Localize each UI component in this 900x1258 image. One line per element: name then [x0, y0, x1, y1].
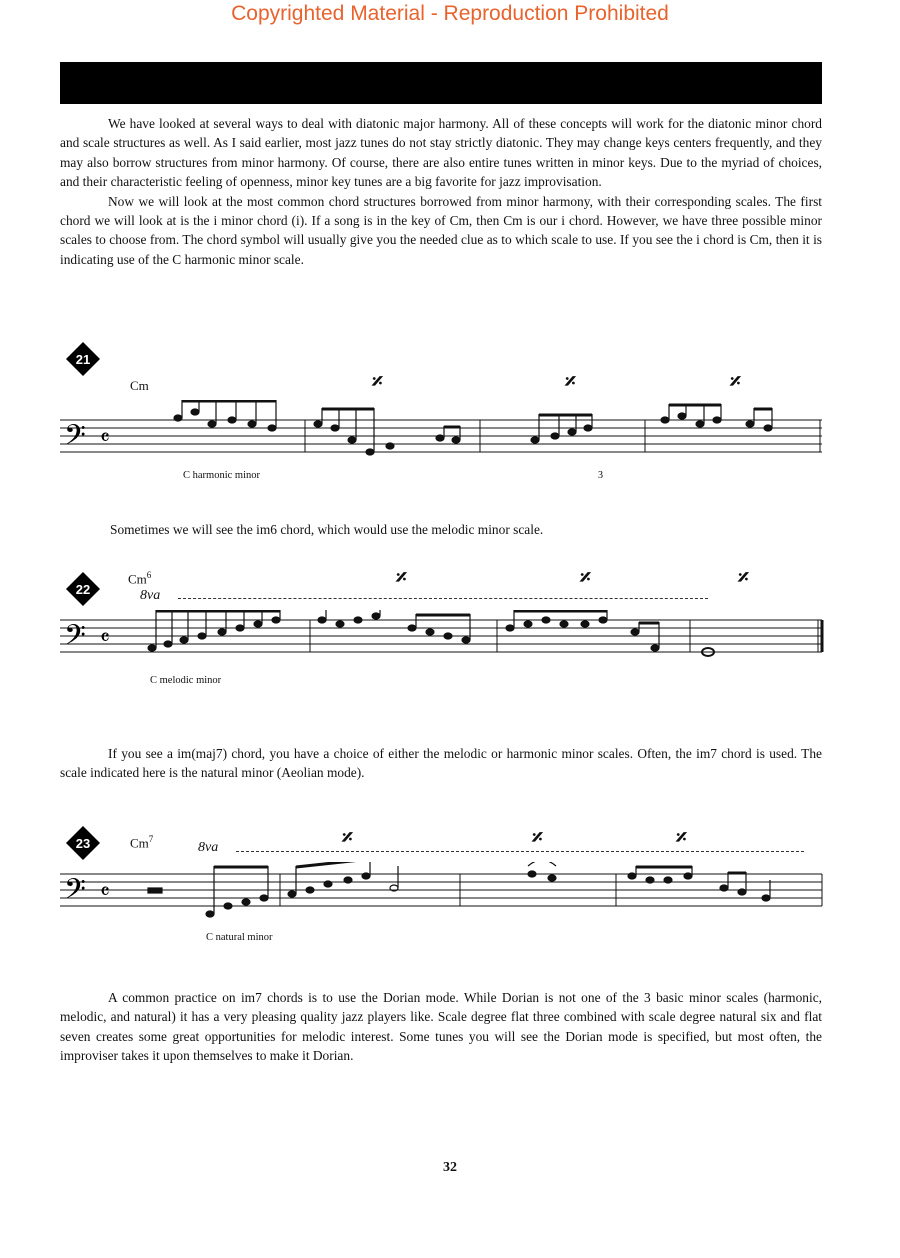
example-21-staff: [60, 400, 830, 490]
example-22-number: 22: [75, 582, 91, 597]
example-23-ottava-line: [236, 851, 804, 852]
bass-clef-icon: 𝄢: [64, 419, 86, 459]
example-21-repeat-1: 𝄎: [372, 370, 383, 395]
example-21-repeat-2: 𝄎: [565, 370, 576, 395]
example-22-staff: [60, 610, 830, 680]
example-23-chord: Cm$^7$: [130, 834, 154, 851]
example-21-triplet: 3: [598, 470, 603, 481]
example-23-repeat-1: 𝄎: [342, 826, 353, 851]
common-time-icon: 𝄴: [100, 880, 110, 905]
example-21-number: 21: [75, 352, 91, 367]
bass-clef-icon: 𝄢: [64, 619, 86, 659]
page-number: 32: [443, 1160, 457, 1175]
common-time-icon: 𝄴: [100, 426, 110, 451]
example-21-repeat-3: 𝄎: [730, 370, 741, 395]
example-21-badge: [66, 342, 100, 376]
example-22-repeat-3: 𝄎: [738, 566, 749, 591]
im7-caption-paragraph: If you see a im(maj7) chord, you have a choice of either the melodic or harmonic minor scales. Often, the im7 chord is used. The scale indicated here is the natural minor (Aeolian mode).: [60, 746, 822, 781]
example-22-chord: Cm$^6$: [128, 570, 152, 587]
intro-paragraphs: [60, 114, 822, 269]
example-23-ottava: 8va: [198, 840, 219, 855]
example-23-number: 23: [75, 836, 91, 851]
section-title-bar: [60, 62, 822, 104]
im7-caption: [60, 744, 822, 783]
example-23-badge: [66, 826, 100, 860]
dorian-paragraph-text: A common practice on im7 chords is to use the Dorian mode. While Dorian is not one of the 3 basic minor scales (harmonic, melodic, and natural) it has a very pleasing quality jazz players like. Scale degree flat three combined with scale degree natural six and flat seven creates some great opportunities for melodic interest. Some tunes you will see the Dorian mode is specified, but most often, the improviser takes it upon themselves to make it Dorian.: [60, 990, 822, 1064]
example-23-staff: [60, 862, 830, 932]
example-22-repeat-2: 𝄎: [580, 566, 591, 591]
example-22-badge: [66, 572, 100, 606]
example-21-chord: Cm: [130, 378, 149, 393]
dorian-paragraph: [60, 988, 822, 1066]
example-22-ottava: 8va: [140, 588, 161, 603]
common-time-icon: 𝄴: [100, 626, 110, 651]
im6-caption: Sometimes we will see the im6 chord, which would use the melodic minor scale.: [110, 522, 544, 537]
intro-paragraph-1: We have looked at several ways to deal with diatonic major harmony. All of these concepts will work for the diatonic minor chord and scale structures as well. As I said earlier, most jazz tunes do not stay strictly diatonic. They may change keys centers frequently, and they may also borrow structures from minor harmony. Of course, there are also entire tunes written in minor keys. Due to the myriad of choices, and their characteristic feeling of openness, minor key tunes are a big favorite for jazz improvisation.: [60, 116, 822, 190]
example-22-scale-label: C melodic minor: [150, 675, 222, 686]
bass-clef-icon: 𝄢: [64, 873, 86, 913]
example-23-scale-label: C natural minor: [206, 932, 273, 943]
intro-paragraph-2: Now we will look at the most common chord structures borrowed from minor harmony, with their corresponding scales. The first chord we will look at is the i minor chord (i). If a song is in the key of Cm, then Cm is our i chord. However, we have three possible minor scales to choose from. The chord symbol will usually give you the needed clue as to which scale to use. If you see the i chord is Cm, then it is indicating use of the C harmonic minor scale.: [60, 193, 822, 267]
copyright-watermark: Copyrighted Material - Reproduction Prohibited: [231, 2, 669, 25]
example-22-repeat-1: 𝄎: [396, 566, 407, 591]
example-21-scale-label: C harmonic minor: [183, 470, 260, 481]
example-22-ottava-line: [178, 598, 708, 599]
example-23-repeat-3: 𝄎: [676, 826, 687, 851]
example-23-repeat-2: 𝄎: [532, 826, 543, 851]
